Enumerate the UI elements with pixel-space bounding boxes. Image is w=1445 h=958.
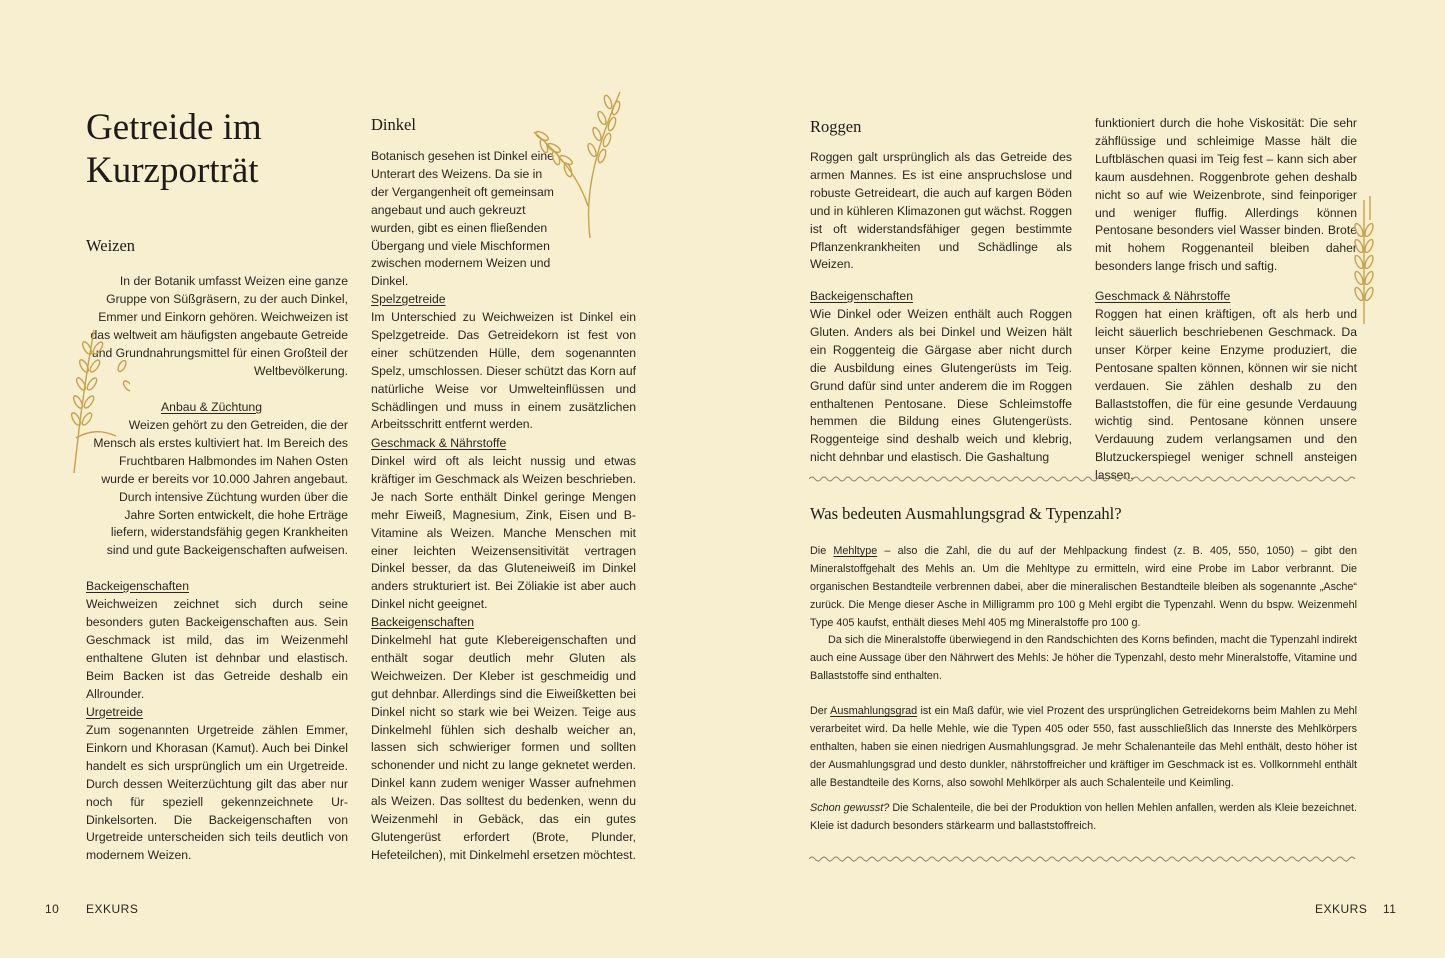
box-term-mehltype: Mehltype (833, 545, 878, 557)
page-title: Getreide im Kurzporträt (86, 107, 262, 191)
box-p3-prefix: Der (810, 705, 831, 717)
weizen-anbau-text: Weizen gehört zu den Getreiden, die der Mensch als erstes kultiviert hat. Im Bereich des Fruchtbaren Halbmondes im Nahen Osten wurde er bereits vor 10.000 Jahren angebaut. Durch intensive Züchtung wurden über die Jahre Sorten entwickelt, die hohe Erträge liefern, widerstandsfähig gegen Krankheiten sind und gute Backeigenschaften aufweisen. (93, 418, 348, 558)
box-p1-rest: – also die Zahl, die du auf der Mehlpackung findest (z. B. 405, 550, 1050) – gibt den Mineralstoffgehalt des Mehls an. Um die Mehltype zu ermitteln, wird eine Probe im Labor verbrannt. Die organischen Bestandteile verbrennen dabei, aber die mineralischen Bestandteile bleiben als sogenannte „Asche“ zurück. Die Menge dieser Asche in Milligramm pro 100 g Mehl ergibt die Typenzahl. Wenn du bspw. Weizenmehl Type 405 kaufst, enthält dieses Mehl 405 mg Mineralstoffe pro 100 g. (810, 545, 1358, 629)
page-number-left: 10 (45, 902, 60, 916)
section-heading-weizen: Weizen (86, 236, 136, 255)
box-paragraph-2: Da sich die Mineralstoffe überwiegend in den Randschichten des Korns befinden, macht die Typenzahl indirekt auch eine Aussage über den Nährwert des Mehls: Je höher die Typenzahl, desto mehr Mineralstoffe, Vitamine und Ballaststoffe sind enthalten. (810, 634, 1357, 682)
dinkel-intro: Botanisch gesehen ist Dinkel eine Unterart des Weizens. Da sie in der Vergangenheit oft gemeinsam angebaut und auch gekreuzt wurden, gibt es einen fließenden Übergang und viele Mischformen zwischen modernem Weizen und Dinkel. (371, 149, 554, 289)
dinkel-back-heading: Backeigenschaften (371, 615, 474, 629)
box-p1-prefix: Die (810, 545, 834, 557)
roggen-intro: Roggen galt ursprünglich als das Getreide des armen Mannes. Es ist eine anspruchslose und robuste Getreideart, die auch auf kargen Böden und in kühleren Klimazonen gut wächst. Roggen ist oft widerstandsfähiger gegen bestimmte Pflanzenkrankheiten und Schädlinge als Weizen. (810, 150, 1072, 272)
dinkel-geschmack-heading: Geschmack & Nährstoffe (371, 436, 507, 450)
weizen-back-heading: Backeigenschaften (86, 579, 189, 593)
weizen-anbau-heading: Anbau & Züchtung (161, 400, 262, 414)
dinkel-spelz-heading: Spelzgetreide (371, 292, 446, 306)
weizen-urgetreide-heading: Urgetreide (86, 705, 143, 719)
box-paragraph-3 (810, 702, 1357, 792)
box-term-ausmahlungsgrad: Ausmahlungsgrad (830, 705, 918, 717)
wavy-divider-top (809, 474, 1359, 484)
box-paragraph-4 (810, 799, 1357, 835)
section-label-left: EXKURS (86, 902, 139, 916)
dinkel-geschmack-text: Dinkel wird oft als leicht nussig und etwas kräftiger im Geschmack als Weizen beschrieben. Je nach Sorte enthält Dinkel geringe Mengen mehr Eiweiß, Magnesium, Zink, Eisen und B-Vitamine als Weizen. Manche Menschen mit einer leichten Weizensensitivität vertragen Dinkel besser, da das Gluteneiweiß im Dinkel anders strukturiert ist. Bei Zöliakie ist aber auch Dinkel nicht geeignet. (371, 454, 636, 612)
roggen-back-heading: Backeigenschaften (810, 289, 913, 303)
roggen-geschmack-text: Roggen hat einen kräftigen, oft als herb und leicht säuerlich beschriebenen Geschmack. Da unser Körper keine Enzyme produziert, die Pentosane spalten können, können wir sie nicht verdauen. Sie zählen deshalb zu den Ballaststoffen, die für eine gesunde Verdauung wichtig sind. Pentosane können unsere Verdauung zudem verlangsamen und den Blutzuckerspiegel weniger schnell ansteigen lassen. (1095, 307, 1357, 483)
section-label-right: EXKURS (1315, 902, 1368, 916)
box-heading: Was bedeuten Ausmahlungsgrad & Typenzahl? (810, 504, 1122, 523)
section-heading-roggen: Roggen (810, 117, 862, 136)
page-number-right: 11 (1383, 902, 1397, 916)
roggen-geschmack-heading: Geschmack & Nährstoffe (1095, 289, 1231, 303)
roggen-back-text-cont: funktioniert durch die hohe Viskosität: Die sehr zähflüssige und schleimige Masse hält die Luftbläschen quasi im Teig fest – kann sich aber kaum ausdehnen. Roggenbrote gehen deshalb nicht so auf wie Weizenbrote, sind feinporiger und weniger fluffig. Allerdings können Pentosane besonders viel Wasser binden. Brote mit hohem Roggenanteil bleiben daher besonders lange frisch und saftig. (1095, 116, 1357, 274)
wheat-ear-icon (60, 318, 130, 478)
box-paragraph-1 (810, 542, 1357, 632)
weizen-urgetreide-text: Zum sogenannten Urgetreide zählen Emmer, Einkorn und Khorasan (Kamut). Auch bei Dinkel handelt es sich ursprünglich um ein Urgetreide. Durch dessen Weiterzüchtung gilt das aber nur noch für speziell gekennzeichnete Ur-Dinkelsorten. Die Backeigenschaften von Urgetreide unterscheiden sich teils deutlich von modernem Weizen. (86, 723, 348, 863)
dinkel-spelz-text: Im Unterschied zu Weichweizen ist Dinkel ein Spelzgetreide. Das Getreidekorn ist fest von einer schützenden Hülle, dem sogenannten Spelz, umschlossen. Dieser schützt das Korn auf natürliche Weise vor Umwelteinflüssen und Schädlingen und muss in einem zusätzlichen Arbeitsschritt entfernt werden. (371, 310, 636, 432)
box-p4-italic: Schon gewusst? (810, 802, 890, 814)
weizen-back-text: Weichweizen zeichnet sich durch seine besonders guten Backeigenschaften aus. Sein Geschmack ist mild, das im Weizenmehl enthaltene Gluten ist dehnbar und elastisch. Beim Backen ist das Getreide deshalb ein Allrounder. (86, 597, 348, 701)
wheat-ear-icon (528, 86, 630, 240)
wavy-divider-bottom (809, 854, 1359, 864)
dinkel-back-text: Dinkelmehl hat gute Klebereigenschaften und enthält sogar deutlich mehr Gluten als Weichweizen. Der Kleber ist geschmeidig und gut dehnbar. Allerdings sind die Eiweißketten bei Dinkel nicht so stark wie bei Weizen. Teige aus Dinkelmehl fühlen sich deshalb weicher an, lassen sich schwieriger formen und sollten schonender und nicht zu lange geknetet werden. Dinkel kann zudem weniger Wasser aufnehmen als Weizen. Das solltest du bedenken, wenn du Weizenmehl in Gebäck, das ein gutes Glutengerüst erfordert (Brote, Plunder, Hefeteilchen), mit Dinkelmehl ersetzen möchtest. (371, 633, 636, 862)
box-p3-rest: ist ein Maß dafür, wie viel Prozent des ursprünglichen Getreidekorns beim Mahlen zu Mehl verarbeitet wird. Da helle Mehle, wie die Typen 405 oder 550, fast ausschließlich das Innerste des Mehlkörpers enthalten, haben sie einen niedrigen Ausmahlungsgrad. Je mehr Schalenanteile das Mehl enthält, desto höher ist der Ausmahlungsgrad und desto dunkler, nährstoffreicher und kräftiger im Geschmack ist es. Vollkornmehl enthält alle Bestandteile des Korns, also sowohl Mehlkörper als auch Schalenteile und Keimling. (810, 705, 1357, 789)
box-p4-rest: Die Schalenteile, die bei der Produktion von hellen Mehlen anfallen, werden als Kleie bezeichnet. Kleie ist dadurch besonders stärkearm und ballaststoffreich. (810, 802, 1357, 832)
section-heading-dinkel: Dinkel (371, 115, 416, 134)
weizen-intro: In der Botanik umfasst Weizen eine ganze Gruppe von Süßgräsern, zu der auch Dinkel, Emmer und Einkorn gehören. Weichweizen ist das weltweit am häufigsten angebaute Getreide und Grundnahrungsmittel für einen Großteil der Weltbevölkerung. (90, 274, 348, 378)
wheat-ear-icon (1346, 190, 1380, 326)
roggen-back-text: Wie Dinkel oder Weizen enthält auch Roggen Gluten. Anders als bei Dinkel und Weizen hält ein Roggenteig die Gärgase aber nicht durch die Ausbildung eines Glutengerüsts im Teig. Grund dafür sind unter anderem die im Roggen enthaltenen Pentosane. Diese Schleimstoffe hemmen die Bildung eines Glutengerüsts. Roggenteige sind deshalb weich und klebrig, nicht dehnbar und elastisch. Die Gashaltung (810, 307, 1072, 465)
